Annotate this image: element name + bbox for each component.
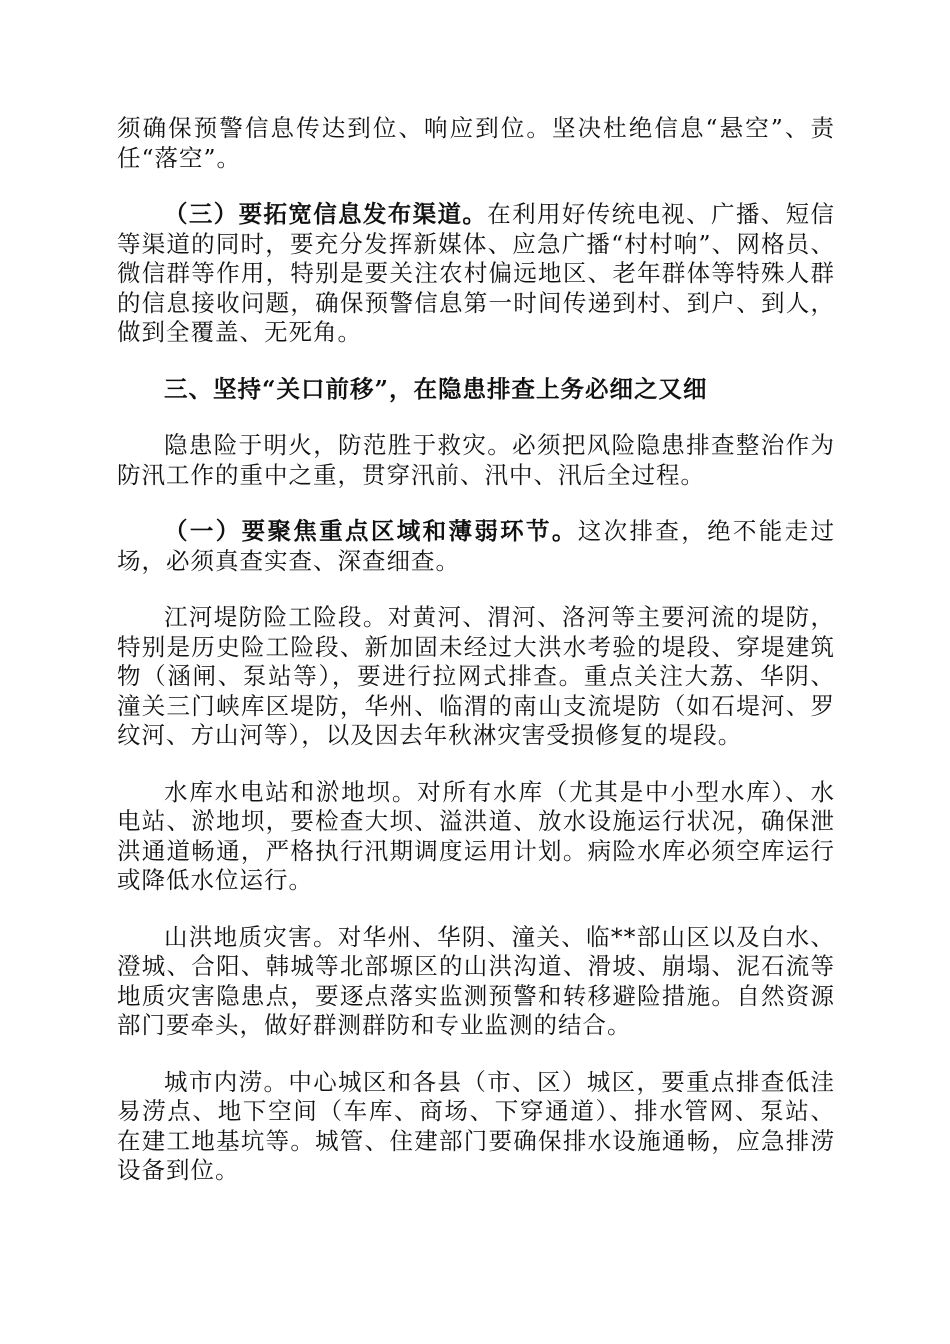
subheading-info-channels: （三）要拓宽信息发布渠道。: [164, 200, 488, 228]
paragraph-warning-delivery: 须确保预警信息传达到位、响应到位。坚决杜绝信息“悬空”、责任“落空”。: [117, 114, 835, 172]
paragraph-reservoirs: 水库水电站和淤地坝。对所有水库（尤其是中小型水库）、水电站、淤地坝，要检查大坝、溢洪道、放水设施运行状况，确保泄洪通道畅通，严格执行汛期调度运用计划。病险水库必须空库运行或降低水位运行。: [117, 777, 835, 894]
paragraph-info-channels-text: 在利用好传统电视、广播、短信等渠道的同时，要充分发挥新媒体、应急广播“村村响”、网格员、微信群等作用，特别是要关注农村偏远地区、老年群体等特殊人群的信息接收问题，确保预警信息第一时间传递到村、到户、到人，做到全覆盖、无死角。: [117, 200, 835, 346]
paragraph-hazard-intro: 隐患险于明火，防范胜于救灾。必须把风险隐患排查整治作为防汛工作的重中之重，贯穿汛前、汛中、汛后全过程。: [117, 431, 835, 489]
paragraph-river-embankments: 江河堤防险工险段。对黄河、渭河、洛河等主要河流的堤防，特别是历史险工险段、新加固未经过大洪水考验的堤段、穿堤建筑物（涵闸、泵站等），要进行拉网式排查。重点关注大荔、华阴、潼关三门峡库区堤防，华州、临渭的南山支流堤防（如石堤河、罗纹河、方山河等），以及因去年秋淋灾害受损修复的堤段。: [117, 603, 835, 749]
section-heading-three: 三、坚持“关口前移”，在隐患排查上务必细之又细: [164, 374, 708, 403]
paragraph-key-areas: [117, 517, 835, 576]
paragraph-info-channels: [117, 200, 835, 348]
document-body: [117, 114, 835, 1213]
paragraph-urban-waterlogging: 城市内涝。中心城区和各县（市、区）城区，要重点排查低洼易涝点、地下空间（车库、商场、下穿通道）、排水管网、泵站、在建工地基坑等。城管、住建部门要确保排水设施通畅，应急排涝设备到位。: [117, 1067, 835, 1184]
subheading-key-areas: （一）要聚焦重点区域和薄弱环节。: [164, 517, 578, 545]
paragraph-mountain-floods: 山洪地质灾害。对华州、华阴、潼关、临**部山区以及白水、澄城、合阳、韩城等北部塬区的山洪沟道、滑坡、崩塌、泥石流等地质灾害隐患点，要逐点落实监测预警和转移避险措施。自然资源部门要牵头，做好群测群防和专业监测的结合。: [117, 922, 835, 1039]
paragraph-key-areas-text: 这次排查，绝不能走过场，必须真查实查、深查细查。: [117, 517, 836, 575]
